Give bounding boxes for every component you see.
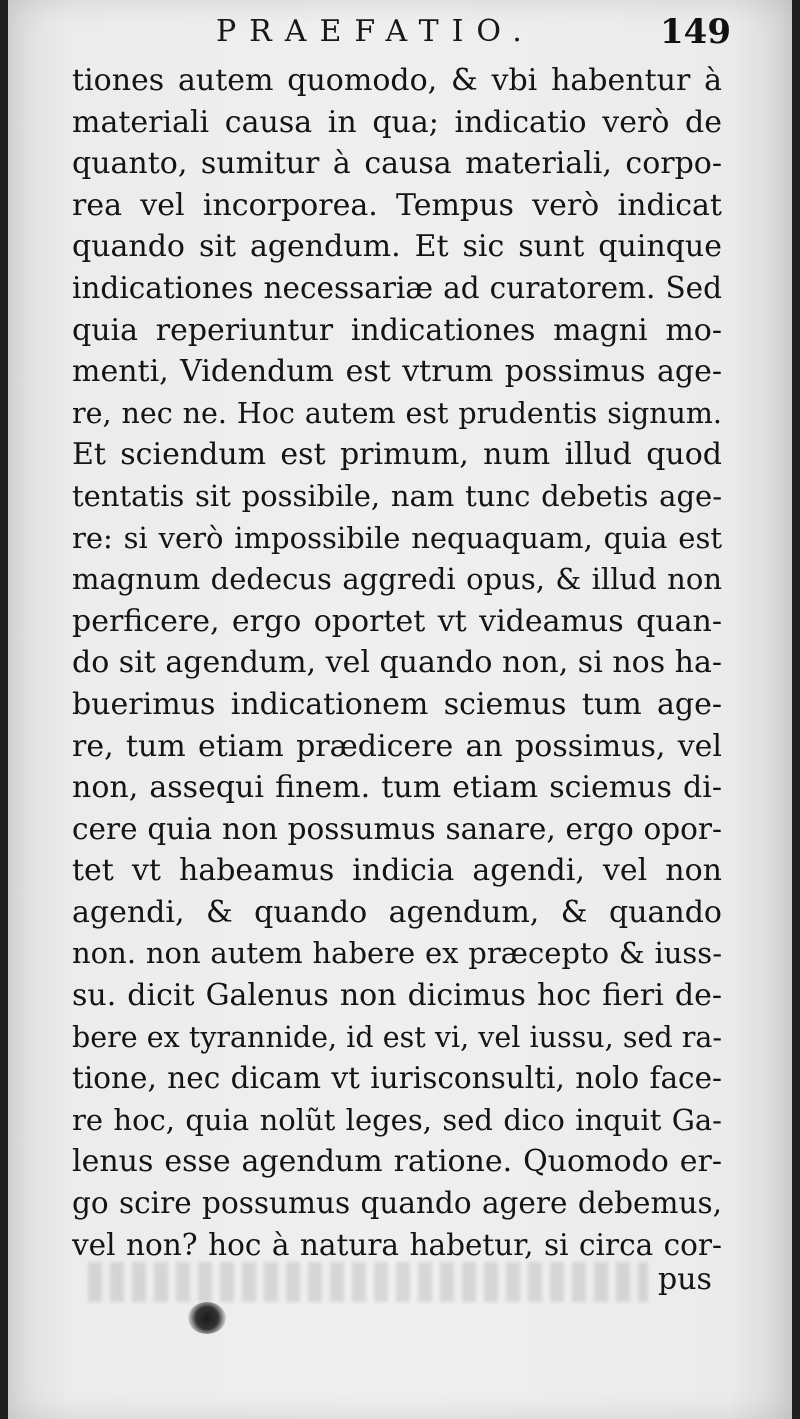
text-line: re: si verò impossibile nequaquam, quia est xyxy=(72,520,722,555)
text-line: tiones autem quomodo, & vbi habentur à xyxy=(72,63,722,98)
text-line: materiali causa in qua; indicatio verò de xyxy=(72,104,722,140)
text-line: re hoc, quia nolũt leges, sed dico inquit Ga- xyxy=(72,1102,722,1137)
text-line: re, tum etiam prædicere an possimus, vel xyxy=(72,728,722,764)
text-line: non. non autem habere ex præcepto & iuss- xyxy=(72,936,722,971)
text-line: non, assequi finem. tum etiam sciemus di- xyxy=(72,770,722,806)
text-line: vel non? hoc à natura habetur, si circa cor- xyxy=(72,1227,722,1262)
page-header xyxy=(8,12,792,52)
text-line: bere ex tyrannide, id est vi, vel iussu, sed ra- xyxy=(72,1020,722,1054)
text-line: su. dicit Galenus non dicimus hoc fieri de- xyxy=(72,978,722,1014)
text-line: buerimus indicationem sciemus tum age- xyxy=(72,686,722,722)
body-text xyxy=(72,60,722,1266)
text-line: perficere, ergo oportet vt videamus quan- xyxy=(72,603,722,639)
book-page xyxy=(8,0,792,1419)
text-line: tentatis sit possibile, nam tunc debetis age- xyxy=(72,478,722,513)
text-line: agendi, & quando agendum, & quando xyxy=(72,894,722,930)
text-line: menti, Videndum est vtrum possimus age- xyxy=(72,354,722,390)
text-line: quanto, sumitur à causa materiali, corpo- xyxy=(72,146,722,182)
page-number: 149 xyxy=(660,12,731,52)
text-line: do sit agendum, vel quando non, si nos ha- xyxy=(72,645,722,681)
running-title: PRAEFATIO. xyxy=(216,14,535,49)
text-line: indicationes necessariæ ad curatorem. Sed xyxy=(72,270,722,305)
text-line: re, nec ne. Hoc autem est prudentis signum. xyxy=(72,396,722,430)
text-line: cere quia non possumus sanare, ergo opor- xyxy=(72,811,722,846)
text-line: lenus esse agendum ratione. Quomodo er- xyxy=(72,1144,722,1180)
text-line: tet vt habeamus indicia agendi, vel non xyxy=(72,853,722,889)
bleed-through-text xyxy=(88,1262,648,1302)
text-line: quando sit agendum. Et sic sunt quinque xyxy=(72,229,722,265)
text-line: tione, nec dicam vt iurisconsulti, nolo face- xyxy=(72,1061,722,1096)
text-line: rea vel incorporea. Tempus verò indicat xyxy=(72,187,722,223)
text-line: Et sciendum est primum, num illud quod xyxy=(72,437,722,473)
text-line: quia reperiuntur indicationes magni mo- xyxy=(72,312,722,348)
text-line: magnum dedecus aggredi opus, & illud non xyxy=(72,562,722,597)
text-line: go scire possumus quando agere debemus, xyxy=(72,1186,722,1221)
ink-blot xyxy=(188,1302,226,1334)
catchword: pus xyxy=(658,1262,712,1297)
